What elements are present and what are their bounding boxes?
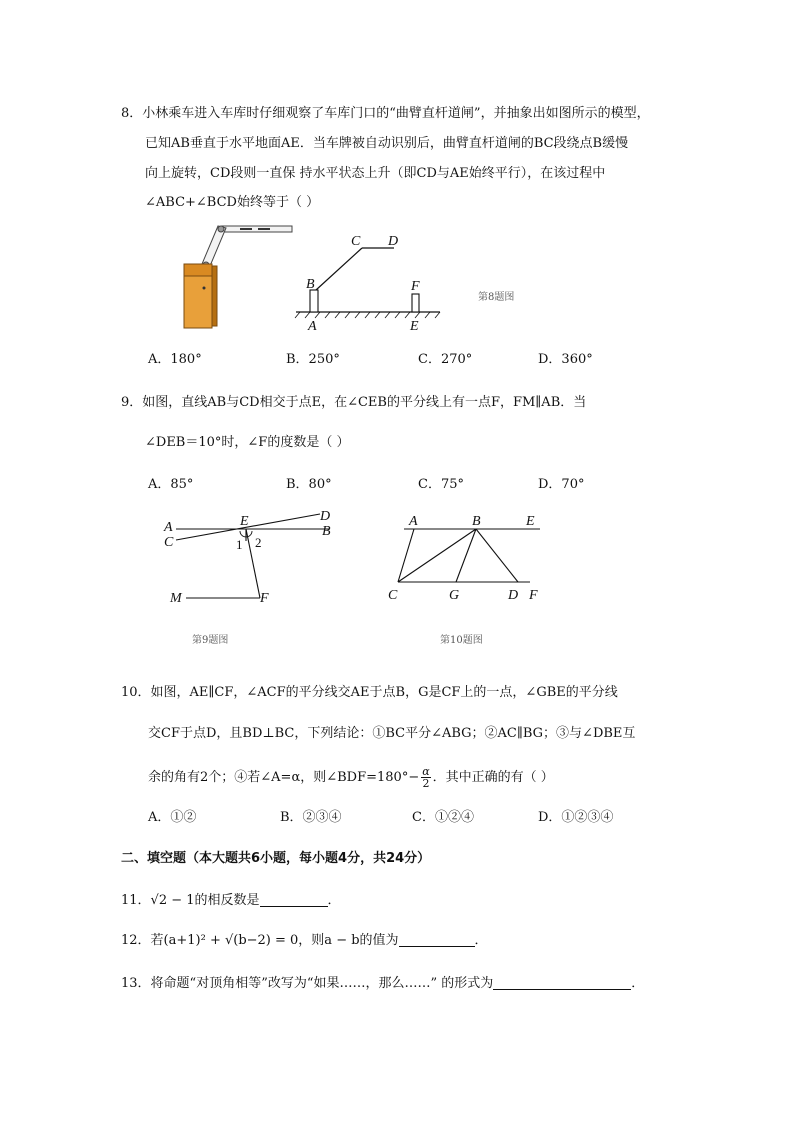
label-a: A [409,514,418,529]
q10-line-3-pre: 余的角有2个；④若∠A=α，则∠BDF=180°− [148,770,420,785]
label-g: G [449,588,460,603]
label-f: F [529,588,538,603]
q8-figure-caption: 第8题图 [478,292,515,303]
q10-option-b: B．②③④ [280,810,342,825]
q9-line-2: ∠DEB＝10°时，∠F的度数是（ ） [145,435,350,450]
q10-line-2: 交CF于点D，且BD⊥BC，下列结论：①BC平分∠ABG；②AC∥BG；③与∠DBE互 [148,726,636,741]
segment-bd [476,529,518,582]
q8-line-3: 向上旋转，CD段则一直保 持水平状态上升（即CD与AE始终平行），在该过程中 [145,166,606,181]
q10-fraction [421,766,430,789]
q9-option-a: A．85° [148,477,194,492]
label-b: B [322,524,331,539]
label-e: E [526,514,535,529]
label-a: A [164,520,173,535]
q9-option-b: B．80° [286,477,332,492]
q10-option-d: D．①②③④ [538,810,614,825]
label-d: D [320,509,331,524]
label-c: C [164,535,174,550]
q11-text: 11．√2 − 1的相反数是 [121,893,260,908]
q8-line-1: 8．小林乘车进入车库时仔细观察了车库门口的“曲臂直杆道闸”，并抽象出如图所示的模型， [121,106,650,121]
q11-answer-blank[interactable] [260,892,328,907]
q8-option-d: D．360° [538,352,593,367]
q9-figure-caption: 第9题图 [192,635,229,646]
q10-option-c: C．①②④ [412,810,474,825]
q8-line-2: 已知AB垂直于水平地面AE．当车牌被自动识别后，曲臂直杆道闸的BC段绕点B缓慢 [145,136,629,151]
q10-fraction-denominator: 2 [422,777,430,790]
q8-line-4: ∠ABC+∠BCD始终等于（ ） [145,195,320,210]
segment-bc [316,248,362,290]
segment-bg [456,529,476,582]
q13-end: ． [631,976,645,991]
q12-end: ． [474,933,488,948]
label-f: F [411,279,420,294]
label-c: C [388,588,398,603]
q13 [121,975,644,993]
q9-option-c: C．75° [418,477,464,492]
q12-text: 12．若(a+1)² + √(b−2) = 0，则a − b的值为 [121,933,399,948]
q11-end: ． [327,893,341,908]
label-angle-2: 2 [255,535,262,550]
q13-text: 13．将命题“对顶角相等”改写为“如果……，那么……” 的形式为 [121,976,494,991]
q10-option-a: A．①② [148,810,197,825]
label-f: F [260,591,269,606]
q9-line-1: 9．如图，直线AB与CD相交于点E，在∠CEB的平分线上有一点F，FM∥AB．当 [121,395,587,410]
q10-figure [384,505,559,610]
label-b: B [306,277,315,292]
q8-option-c: C．270° [418,352,473,367]
q8-option-b: B．250° [286,352,340,367]
section-2-heading: 二、填空题（本大题共6小题，每小题4分，共24分） [121,851,431,866]
label-b: B [472,514,481,529]
label-e: E [240,514,249,529]
q10-line-3 [148,766,554,789]
label-angle-1: 1 [236,537,243,552]
label-d: D [388,234,399,249]
q10-fraction-numerator: α [422,765,430,778]
q8-option-a: A．180° [148,352,202,367]
q8-model-figure [290,230,450,335]
q8-gate-illustration [180,220,300,332]
label-d: D [508,588,519,603]
label-a: A [308,319,317,334]
label-e: E [410,319,419,334]
q10-line-1: 10．如图，AE∥CF，∠ACF的平分线交AE于点B，G是CF上的一点，∠GBE的平分线 [121,685,618,700]
q11 [121,892,341,910]
segment-ac [398,529,414,582]
q12 [121,932,488,950]
q9-option-d: D．70° [538,477,585,492]
label-c: C [351,234,361,249]
segment-bc [398,529,476,582]
q12-answer-blank[interactable] [399,932,475,947]
q13-answer-blank[interactable] [493,975,631,990]
q10-line-3-post: ．其中正确的有（ ） [432,770,554,785]
q9-figure [160,505,340,610]
q10-figure-caption: 第10题图 [440,635,483,646]
label-m: M [170,591,182,606]
